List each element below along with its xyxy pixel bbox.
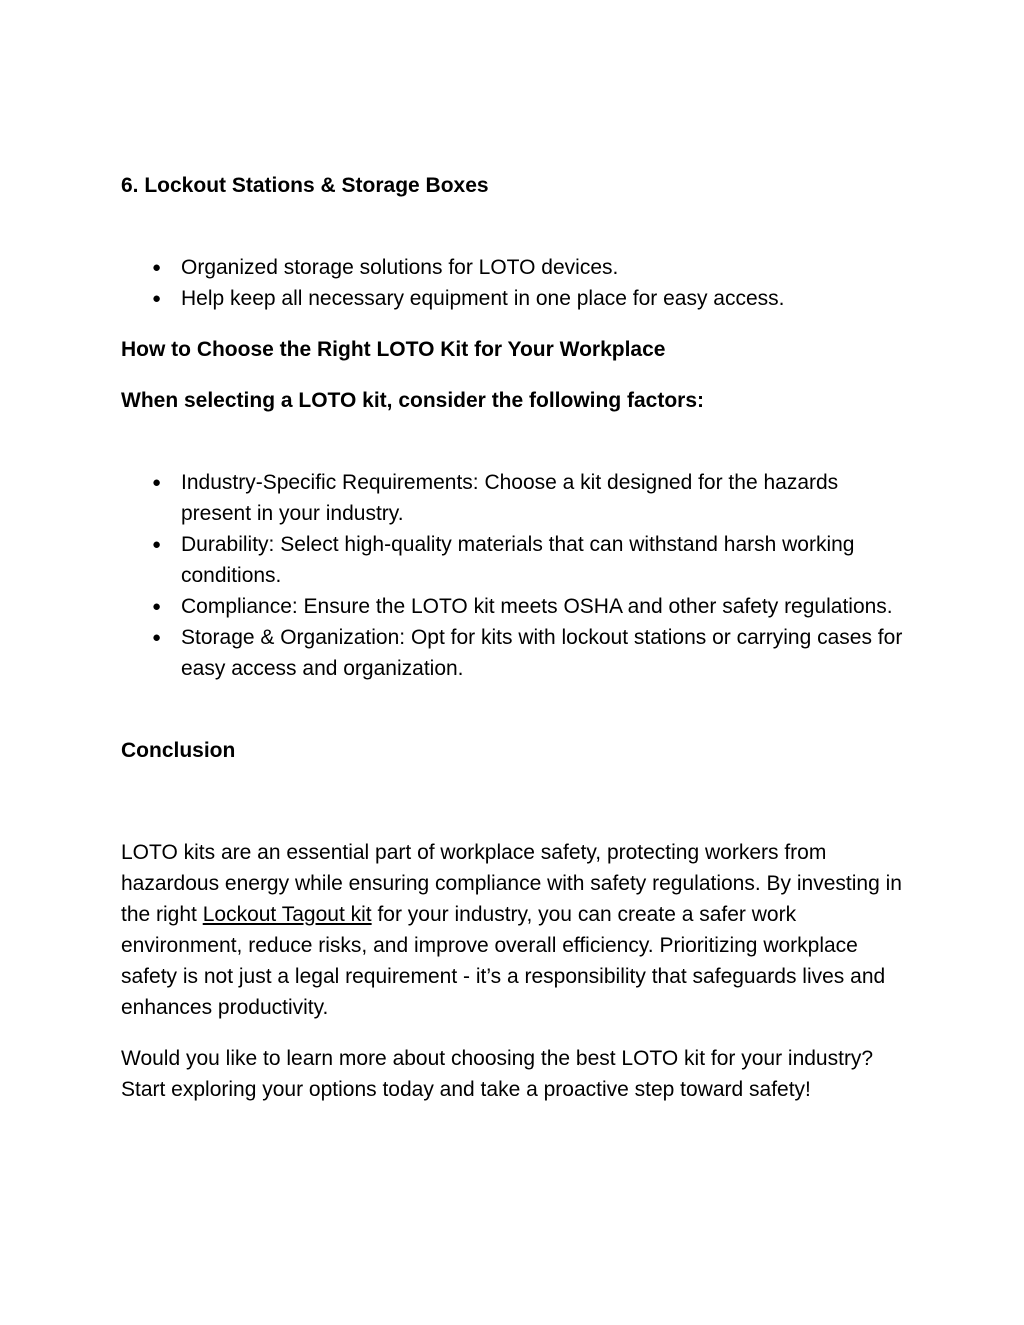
- storage-bullet-list: [121, 252, 911, 314]
- list-item-text: Help keep all necessary equipment in one place for easy access.: [181, 287, 785, 310]
- conclusion-paragraph: [121, 837, 911, 1023]
- factors-bullet-list: [121, 467, 911, 684]
- list-item: [121, 467, 911, 529]
- bullet-icon: ●: [152, 474, 162, 491]
- list-item-text: Compliance: Ensure the LOTO kit meets OSHA and other safety regulations.: [181, 595, 893, 618]
- bullet-icon: ●: [152, 536, 162, 553]
- list-item: [121, 529, 911, 591]
- list-item-text: Industry-Specific Requirements: Choose a kit designed for the hazards present in your industry.: [181, 471, 839, 525]
- choose-heading: How to Choose the Right LOTO Kit for Your Workplace: [121, 338, 666, 361]
- bullet-icon: ●: [152, 259, 162, 276]
- bullet-icon: ●: [152, 629, 162, 646]
- bullet-icon: ●: [152, 290, 162, 307]
- factors-heading: When selecting a LOTO kit, consider the following factors:: [121, 389, 705, 412]
- list-item: [121, 283, 911, 314]
- section-heading: 6. Lockout Stations & Storage Boxes: [121, 174, 489, 197]
- list-item: [121, 591, 911, 622]
- list-item-text: Durability: Select high-quality materials that can withstand harsh working conditions.: [181, 533, 855, 587]
- closing-paragraph: Would you like to learn more about choosing the best LOTO kit for your industry? Start exploring your options today and take a proactive step toward safety!: [121, 1047, 874, 1101]
- list-item: [121, 252, 911, 283]
- list-item: [121, 622, 911, 684]
- bullet-icon: ●: [152, 598, 162, 615]
- list-item-text: Organized storage solutions for LOTO devices.: [181, 256, 619, 279]
- conclusion-text-start: LOTO kits are an essential part of workplace safety, protecting workers from hazardous energy while ensuring compliance with safety regulations. By investing in the right: [121, 841, 902, 926]
- lockout-tagout-kit-link[interactable]: Lockout Tagout kit: [202, 903, 372, 926]
- conclusion-text-end: for your industry, you can create a safer work environment, reduce risks, and improve overall efficiency. Prioritizing workplace safety is not just a legal requirement - it’s a responsibility that safeguards lives and enhances productivity.: [121, 903, 886, 1019]
- list-item-text: Storage & Organization: Opt for kits with lockout stations or carrying cases for easy access and organization.: [181, 626, 903, 680]
- conclusion-heading: Conclusion: [121, 739, 236, 762]
